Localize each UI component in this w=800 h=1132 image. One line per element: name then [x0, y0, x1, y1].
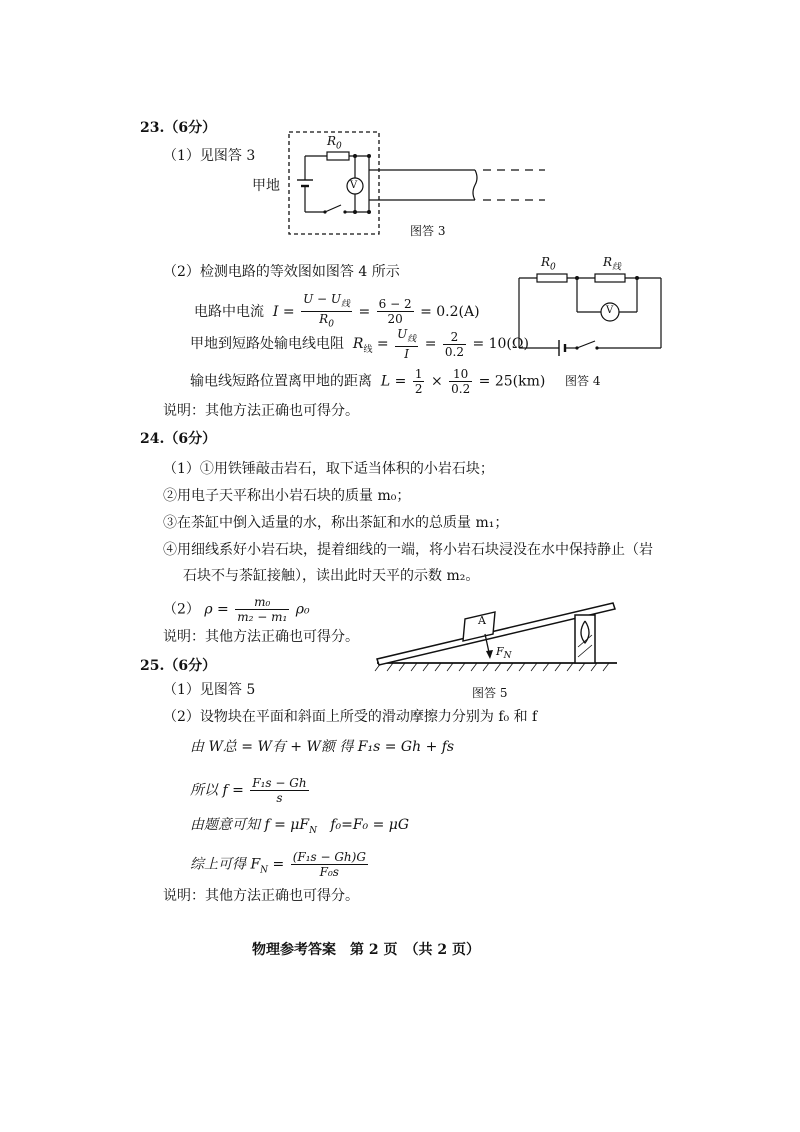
q24-step1: （1）①用铁锤敲击岩石，取下适当体积的小岩石块；	[163, 461, 494, 477]
q24-note: 说明：其他方法正确也可得分。	[163, 629, 359, 645]
q23-note: 说明：其他方法正确也可得分。	[163, 403, 359, 419]
fig4-r0-label: $R_0$	[541, 255, 556, 273]
q24-header: 24.（6分）	[140, 431, 217, 447]
figure-4-equivalent-circuit	[515, 268, 665, 363]
q23-part2: （2）检测电路的等效图如图答 4 所示	[163, 264, 400, 280]
q23-header: 23.（6分）	[140, 120, 217, 136]
figure-5-incline	[375, 595, 620, 680]
q25-header: 25.（6分）	[140, 658, 217, 674]
q24-step4b: 石块不与茶缸接触），读出此时天平的示数 m₂。	[183, 568, 480, 584]
q25-eq-friction: 所以 f = $\frac{\text{F₁s − Gh}}{s}$	[190, 776, 307, 805]
q23-resistance-eq: 甲地到短路处输电线电阻 $R_线$ = $\frac{U_线}{I}$ = $\frac{2}{0.2}$ = 10(Ω)	[190, 327, 529, 362]
fig4-rline-label: $R_线$	[603, 255, 622, 273]
q25-eq-mu: 由题意可知 $f = \mu F_N$ f₀=F₀ = μG	[190, 817, 410, 836]
q23-jiadi-label: 甲地	[252, 178, 280, 194]
fig3-caption: 图答 3	[410, 224, 446, 238]
fig4-voltmeter-label: V	[606, 305, 614, 316]
q24-step2: ②用电子天平称出小岩石块的质量 m₀；	[163, 488, 411, 504]
fig3-voltmeter-label: V	[350, 180, 358, 191]
q23-current-eq: 电路中电流 I = $\frac{U - U_线}{R_0}$ = $\frac{6 - 2}{20}$ = 0.2(A)	[194, 292, 480, 330]
page-footer: 物理参考答案 第 2 页 （共 2 页）	[252, 942, 480, 958]
fig5-caption: 图答 5	[472, 686, 508, 700]
fig3-r0-label: $R_0$	[327, 134, 342, 152]
q24-step4a: ④用细线系好小岩石块，提着细线的一端，将小岩石块浸没在水中保持静止（岩	[163, 542, 653, 558]
fig5-block-label: A	[478, 614, 486, 627]
q24-step3: ③在茶缸中倒入适量的水，称出茶缸和水的总质量 m₁；	[163, 515, 509, 531]
fig4-caption: 图答 4	[565, 374, 601, 388]
q23-part1: （1）见图答 3	[163, 148, 256, 164]
q25-note: 说明：其他方法正确也可得分。	[163, 888, 359, 904]
q25-eq-result: 综上可得 $F_N$ = $\frac{\text{(F₁s − Gh)G}}{\text{F₀s}}$	[190, 850, 366, 879]
fig5-fn-label: $F_N$	[496, 645, 512, 662]
q24-density-formula: （2） ρ = $\frac{\text{m₀}}{\text{m₂ − m₁}}$ ρ₀	[163, 595, 310, 624]
q25-part2: （2）设物块在平面和斜面上所受的滑动摩擦力分别为 f₀ 和 f	[163, 709, 538, 725]
q25-eq-work: 由 W总 = W有 + W额 得 F₁s = Gh + fs	[190, 739, 455, 755]
q25-part1: （1）见图答 5	[163, 682, 256, 698]
q23-distance-eq: 输电线短路位置离甲地的距离 L = $\frac{1}{2}$ × $\frac{10}{0.2}$ = 25(km)	[190, 367, 546, 396]
